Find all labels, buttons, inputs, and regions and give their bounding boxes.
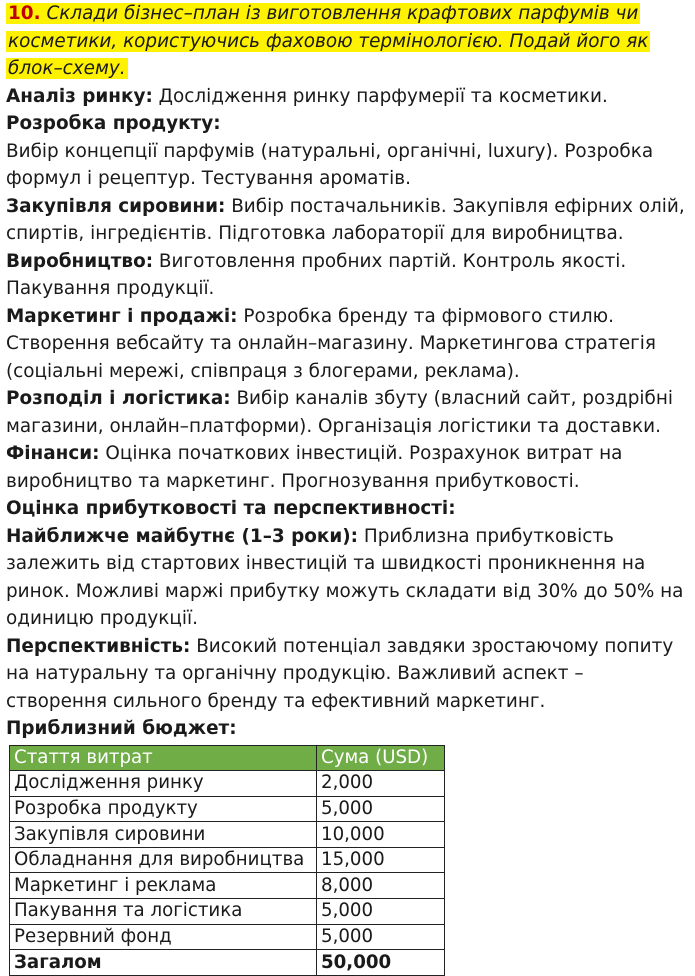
section-label: Виробництво: bbox=[6, 250, 154, 272]
column-header-amount: Сума (USD) bbox=[317, 745, 445, 771]
table-total-row bbox=[10, 950, 445, 976]
cell-item: Розробка продукту bbox=[10, 796, 317, 822]
table-row bbox=[10, 899, 445, 925]
cell-amount: 10,000 bbox=[317, 822, 445, 848]
column-header-item: Стаття витрат bbox=[10, 745, 317, 771]
section-text: Вибір постачальників. Закупівля ефірних олій, спиртів, інгредієнтів. Підготовка лабораторії для виробництва. bbox=[6, 195, 685, 244]
task-highlight bbox=[6, 3, 650, 79]
cell-amount: 5,000 bbox=[317, 899, 445, 925]
cell-item: Пакування та логістика bbox=[10, 899, 317, 925]
cell-amount: 5,000 bbox=[317, 796, 445, 822]
section-heading: Приблизний бюджет: bbox=[6, 718, 237, 739]
section-text: Дослідження ринку парфумерії та косметики. bbox=[152, 85, 608, 107]
table-row bbox=[10, 822, 445, 848]
cell-item: Маркетинг і реклама bbox=[10, 873, 317, 899]
section-label: Розподіл і логістика: bbox=[6, 388, 231, 409]
section-text: Оцінка початкових інвестицій. Розрахунок витрат на виробництво та маркетинг. Прогнозування прибутковості. bbox=[6, 443, 623, 492]
task-text: Склади бізнес–план із виготовлення крафтових парфумів чи косметики, користуючись фаховою термінологією. Подай його як блок–схему. bbox=[8, 3, 649, 79]
section-purchase bbox=[6, 193, 689, 248]
section-text: Високий потенціал завдяки зростаючому попиту на натуральну та органічну продукцію. Важливий аспект – створення сильного бренду та ефективний маркетинг. bbox=[6, 635, 674, 712]
table-row bbox=[10, 847, 445, 873]
budget-table bbox=[9, 745, 445, 976]
cell-item: Обладнання для виробництва bbox=[10, 847, 317, 873]
section-marketing bbox=[6, 303, 689, 386]
table-row bbox=[10, 771, 445, 797]
task-number: 10. bbox=[8, 3, 41, 24]
cell-item: Дослідження ринку bbox=[10, 771, 317, 797]
table-row bbox=[10, 873, 445, 899]
task-statement bbox=[6, 0, 689, 83]
cell-total-amount: 50,000 bbox=[317, 950, 445, 976]
section-text: Розробка бренду та фірмового стилю. Створення вебсайту та онлайн–магазину. Маркетингова стратегія (соціальні мережі, співпраця з блогерами, реклама). bbox=[6, 305, 656, 382]
section-text: Виготовлення пробних партій. Контроль якості. Пакування продукції. bbox=[6, 250, 627, 299]
section-budget bbox=[6, 715, 689, 743]
table-header-row bbox=[10, 745, 445, 771]
section-label: Закупівля сировини: bbox=[6, 195, 226, 217]
cell-amount: 2,000 bbox=[317, 771, 445, 797]
section-label: Перспективність: bbox=[6, 635, 191, 657]
section-evaluation bbox=[6, 495, 689, 523]
section-prospects bbox=[6, 633, 689, 716]
section-future bbox=[6, 523, 689, 633]
section-text: Приблизна прибутковість залежить від стартових інвестицій та швидкості проникнення на ринок. Можливі маржі прибутку можуть складати від 30% до 50% на одиницю продукції. bbox=[6, 525, 684, 629]
cell-item: Резервний фонд bbox=[10, 924, 317, 950]
section-label: Розробка продукту: bbox=[6, 113, 221, 134]
cell-amount: 15,000 bbox=[317, 847, 445, 873]
cell-total-label: Загалом bbox=[10, 950, 317, 976]
section-product bbox=[6, 110, 689, 138]
section-text: Вибір каналів збуту (власний сайт, роздрібні магазини, онлайн–платформи). Організація логістики та доставки. bbox=[6, 388, 673, 437]
section-label: Фінанси: bbox=[6, 443, 100, 464]
table-row bbox=[10, 796, 445, 822]
section-label: Найближче майбутнє (1–3 роки): bbox=[6, 525, 359, 547]
section-production bbox=[6, 248, 689, 303]
section-logistics bbox=[6, 385, 689, 440]
cell-amount: 5,000 bbox=[317, 924, 445, 950]
cell-amount: 8,000 bbox=[317, 873, 445, 899]
section-label: Маркетинг і продажі: bbox=[6, 305, 238, 327]
section-product-text: Вибір концепції парфумів (натуральні, органічні, luxury). Розробка формул і рецептур. Тестування ароматів. bbox=[6, 140, 654, 189]
section-label: Аналіз ринку: bbox=[6, 85, 153, 107]
section-market bbox=[6, 83, 689, 111]
section-heading: Оцінка прибутковості та перспективності: bbox=[6, 498, 456, 519]
section-finance bbox=[6, 440, 689, 495]
cell-item: Закупівля сировини bbox=[10, 822, 317, 848]
table-row bbox=[10, 924, 445, 950]
